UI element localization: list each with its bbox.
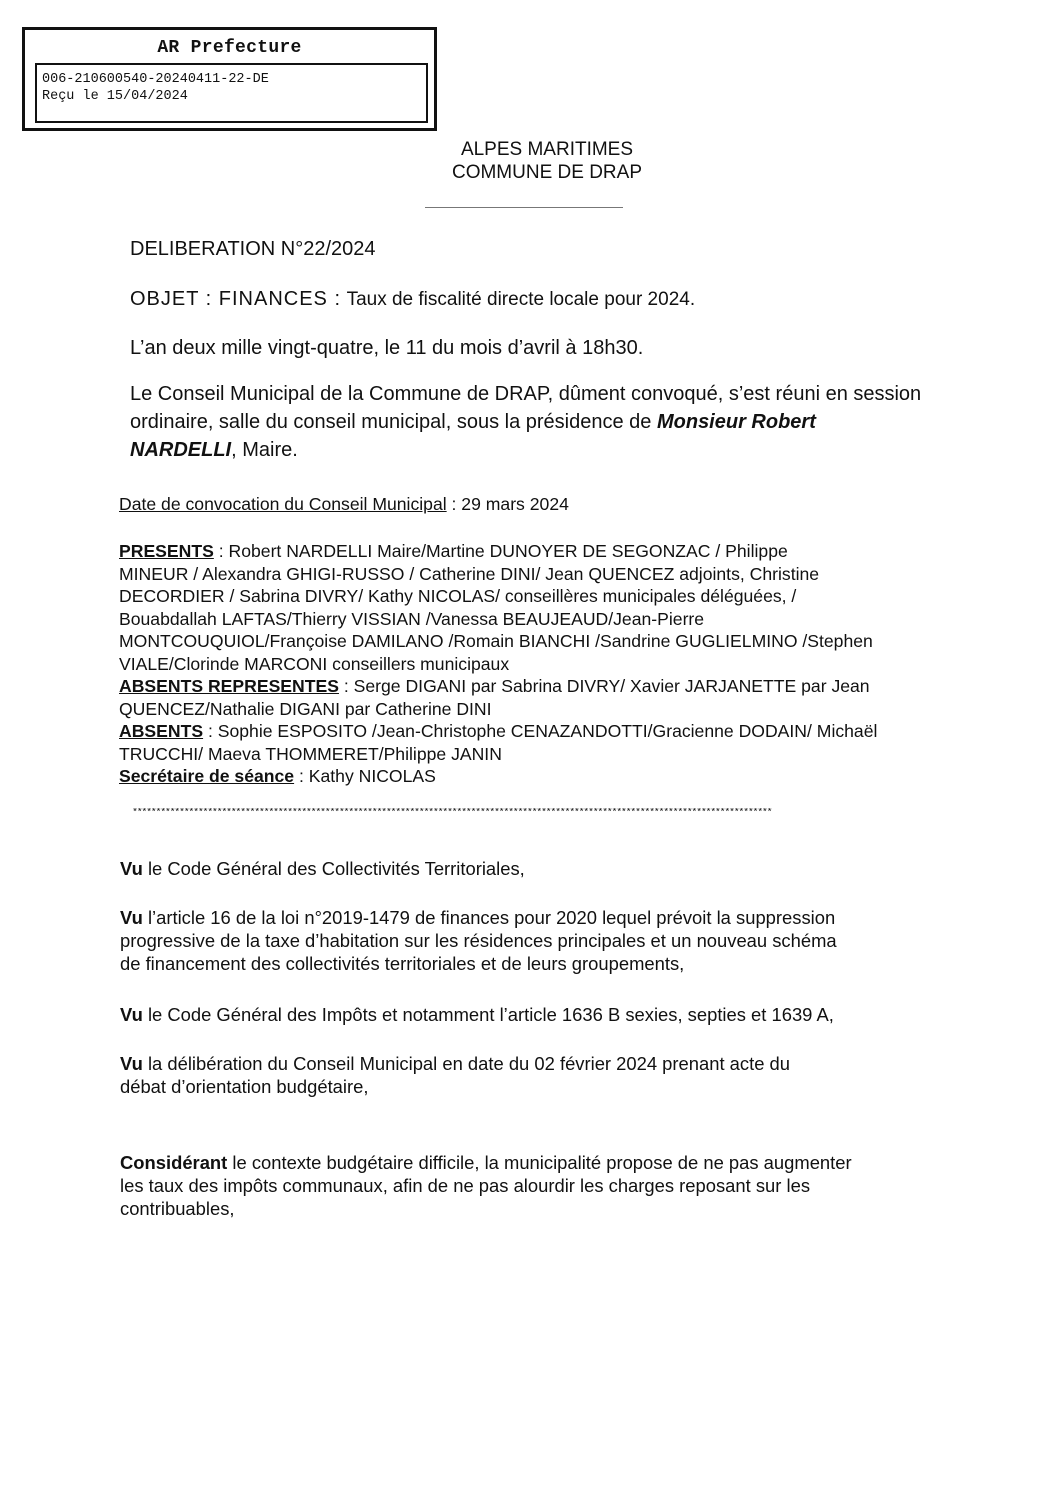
visa-text: l’article 16 de la loi n°2019-1479 de finances pour 2020 lequel prévoit la suppression [142,907,836,928]
intro-line-2 [130,408,921,436]
presents-line-1 [119,540,877,563]
stamp-received-date: Reçu le 15/04/2024 [42,89,188,104]
visa-line: de financement des collectivités territoriales et de leurs groupements, [120,953,685,974]
absents-line: TRUCCHI/ Maeva THOMMERET/Philippe JANIN [119,743,502,764]
considering-text: le contexte budgétaire difficile, la municipalité propose de ne pas augmenter [227,1152,852,1173]
absents-label: ABSENTS [119,721,204,741]
department-name: ALPES MARITIMES [460,139,634,160]
visa-line [120,1052,790,1075]
presents-line: DECORDIER / Sabrina DIVRY/ Kathy NICOLAS/ conseillères municipales déléguées, / [119,586,797,606]
object-label: OBJET : FINANCES : [130,288,341,310]
intro-line-3 [130,436,921,464]
visa-lead: Vu [120,858,143,879]
convocation-date [119,494,569,515]
presents-line: Bouabdallah LAFTAS/Thierry VISSIAN /Vanessa BEAUJEAUD/Jean-Pierre [119,608,705,629]
convocation-value: : 29 mars 2024 [446,494,569,514]
visa-text: le Code Général des Impôts et notamment l’article 1636 B sexies, septies et 1639 A, [142,1004,834,1025]
visa-deliberation-dob [120,1052,790,1098]
visa-line [120,906,837,929]
header-divider [425,207,623,208]
presents-line: MONTCOUQUIOL/Françoise DAMILANO /Romain BIANCHI /Sandrine GUGLIELMINO /Stephen [119,631,873,651]
session-date: L’an deux mille vingt-quatre, le 11 du mois d’avril à 18h30. [130,337,644,359]
visa-cgi [120,1003,834,1026]
intro-line-2-text: ordinaire, salle du conseil municipal, sous la présidence de [130,411,657,433]
visa-line: débat d’orientation budgétaire, [120,1076,369,1097]
visa-cgct [120,857,525,880]
visa-line: progressive de la taxe d’habitation sur les résidences principales et un nouveau schéma [120,930,837,951]
represented-line: QUENCEZ/Nathalie DIGANI par Catherine DINI [119,698,492,719]
visa-text: le Code Général des Collectivités Territoriales, [142,858,525,879]
prefecture-stamp [22,27,437,131]
represented-label: ABSENTS REPRESENTES [119,676,339,696]
session-intro [130,380,921,464]
considering-line: contribuables, [120,1198,235,1219]
separator-line: **************************************************************************************************************************************** [132,808,772,819]
considering-line: les taux des impôts communaux, afin de ne pas alourdir les charges reposant sur les [120,1175,811,1196]
deliberation-number: DELIBERATION N°22/2024 [130,238,376,260]
stamp-title: AR Prefecture [157,38,302,58]
visa-lead: Vu [120,1004,143,1025]
intro-line-1: Le Conseil Municipal de la Commune de DRAP, dûment convoqué, s’est réuni en session [130,383,922,405]
convocation-label: Date de convocation du Conseil Municipal [119,494,447,514]
secretary-value: : Kathy NICOLAS [294,766,436,786]
secretary-label: Secrétaire de séance [119,766,295,786]
visa-lead: Vu [120,907,143,928]
deliberation-object [130,288,695,311]
object-text: Taux de fiscalité directe locale pour 2024. [346,289,696,310]
mayor-title: Monsieur Robert [656,411,816,433]
presents-text: : Robert NARDELLI Maire/Martine DUNOYER DE SEGONZAC / Philippe [213,541,788,561]
visa-loi-finances [120,906,837,975]
presents-label: PRESENTS [119,541,214,561]
presents-line: VIALE/Clorinde MARCONI conseillers municipaux [119,653,510,674]
commune-name: COMMUNE DE DRAP [451,162,642,183]
considering-clause [120,1151,852,1220]
presents-line: MINEUR / Alexandra GHIGI-RUSSO / Catherine DINI/ Jean QUENCEZ adjoints, Christine [119,563,820,584]
stamp-reference: 006-210600540-20240411-22-DE [42,72,269,87]
document-header [340,138,754,184]
secretary-line [119,765,877,788]
intro-line-3-text: , Maire. [231,439,298,461]
absents-line-1 [119,720,877,743]
visa-text: la délibération du Conseil Municipal en date du 02 février 2024 prenant acte du [142,1053,790,1074]
represented-text: : Serge DIGANI par Sabrina DIVRY/ Xavier JARJANETTE par Jean [338,676,870,696]
mayor-name: NARDELLI [130,439,232,461]
stamp-details [35,63,428,123]
absents-text: : Sophie ESPOSITO /Jean-Christophe CENAZANDOTTI/Gracienne DODAIN/ Michaël [203,721,878,741]
considering-lead: Considérant [120,1152,228,1173]
visa-lead: Vu [120,1053,143,1074]
represented-line-1 [119,675,877,698]
attendance-block [119,540,877,788]
considering-line [120,1151,852,1174]
